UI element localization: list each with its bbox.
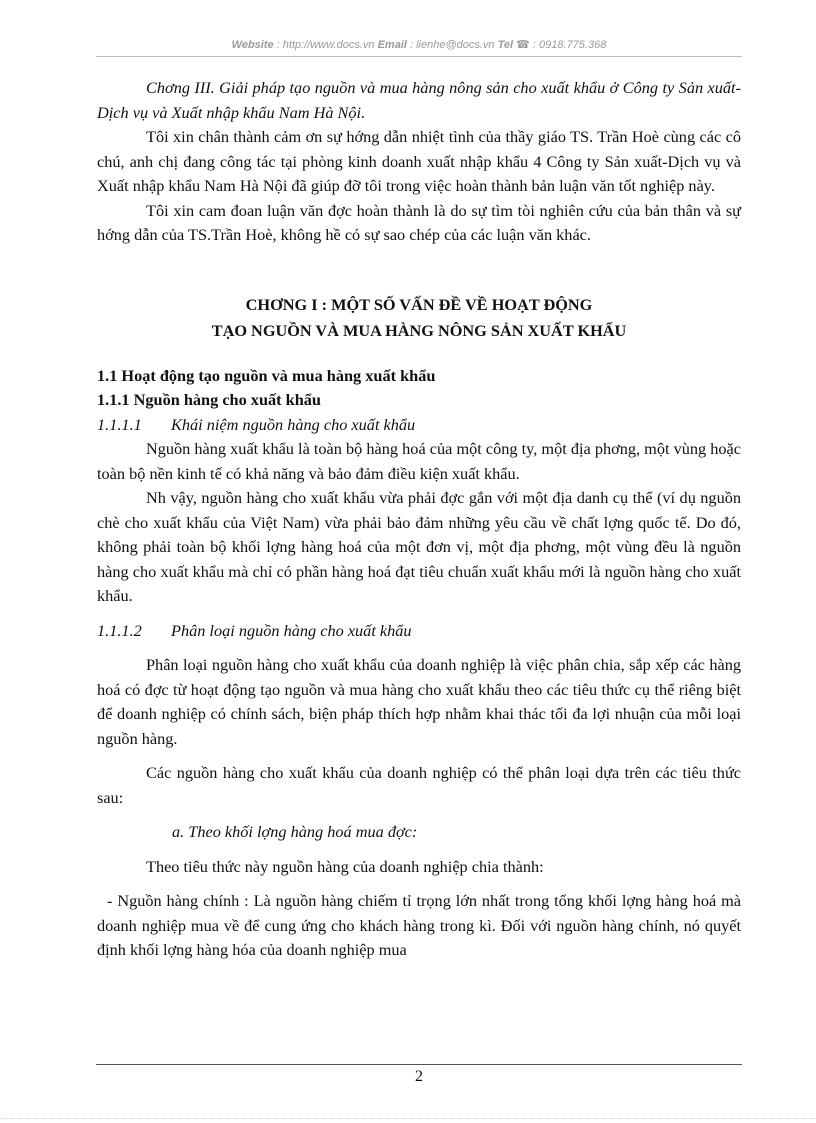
page-bottom-border bbox=[0, 1118, 816, 1119]
spacer bbox=[97, 751, 741, 761]
page-content bbox=[97, 76, 741, 963]
chapter-heading bbox=[97, 292, 741, 344]
footer-divider bbox=[96, 1064, 742, 1065]
tel-label: Tel bbox=[497, 39, 514, 51]
subsection-number: 1.1.1.1 bbox=[97, 414, 142, 434]
website-label: Website bbox=[231, 39, 274, 51]
main-source-paragraph: - Nguồn hàng chính : Là nguồn hàng chiếm tỉ trọng lớn nhất trong tổng khối lợng hàng hoá mà doanh nghiệp mua về để cung ứng cho khách hàng trong kì. Đối với nguồn hàng chính, nó quyết định khối lợng hàng hóa của doanh nghiệp mua bbox=[97, 891, 741, 959]
section-heading-1-1-1: 1.1.1 Nguồn hàng cho xuất khẩu bbox=[97, 390, 321, 409]
website-value: : http://www.docs.vn bbox=[276, 39, 375, 51]
spacer bbox=[97, 609, 741, 619]
spacer bbox=[97, 879, 741, 889]
subsection-heading-1-1-1-2 bbox=[97, 619, 741, 644]
classify-paragraph: Phân loại nguồn hàng cho xuất khẩu của doanh nghiệp là việc phân chia, sắp xếp các hàng hoá có đợc từ hoạt động tạo nguồn và mua hàng cho xuất khẩu theo các tiêu thức cụ thể riêng biệt để doanh nghiệp có chính sách, biện pháp thích hợp nhằm khai thác tối đa lợi nhuận của mỗi loại nguồn hàng. bbox=[97, 655, 741, 748]
chapter-heading-line1: CHƠNG I : MỘT SỐ VẤN ĐỀ VỀ HOẠT ĐỘNG bbox=[245, 294, 593, 314]
subsection-heading-1-1-1-1 bbox=[97, 413, 741, 438]
email-value: : lienhe@docs.vn bbox=[410, 39, 495, 51]
tel-value: ☎ : 0918.775.368 bbox=[516, 39, 607, 51]
pledge-paragraph: Tôi xin cam đoan luận văn đợc hoàn thành là do sự tìm tòi nghiên cứu của bản thân và sự hớng dẫn của TS.Trần Hoè, không hề có sự sao chép của các luận văn khác. bbox=[97, 200, 741, 244]
chapter-heading-line2: TẠO NGUỒN VÀ MUA HÀNG NÔNG SẢN XUẤT KHẨU bbox=[211, 320, 627, 340]
thanks-paragraph: Tôi xin chân thành cảm ơn sự hớng dẫn nhiệt tình của thầy giáo TS. Trần Hoè cùng các cô chú, anh chị đang công tác tại phòng kinh doanh xuất nhập khẩu 4 Công ty Sản xuất-Dịch vụ và Xuất nhập khẩu Nam Hà Nội đã giúp đỡ tôi trong việc hoàn thành bản luận văn tốt nghiệp này. bbox=[97, 127, 741, 195]
chapter3-summary: Chơng III. Giải pháp tạo nguồn và mua hàng nông sản cho xuất khẩu ở Công ty Sản xuất- Dịch vụ và Xuất nhập khẩu Nam Hà Nội. bbox=[97, 78, 741, 122]
spacer bbox=[97, 845, 741, 855]
sub-a-heading: a. Theo khối lợng hàng hoá mua đợc: bbox=[172, 822, 418, 841]
spacer bbox=[97, 643, 741, 653]
subsection-number: 1.1.1.2 bbox=[97, 620, 142, 640]
section-heading-1-1: 1.1 Hoạt động tạo nguồn và mua hàng xuất khẩu bbox=[97, 365, 436, 385]
subsection-title: Khái niệm nguồn hàng cho xuất khẩu bbox=[171, 414, 416, 434]
page-number: 2 bbox=[415, 1068, 423, 1085]
criteria-paragraph: Các nguồn hàng cho xuất khẩu của doanh nghiệp có thể phân loại dựa trên các tiêu thức sau: bbox=[97, 763, 741, 807]
by-this-paragraph: Theo tiêu thức này nguồn hàng của doanh nghiệp chia thành: bbox=[146, 856, 544, 876]
page-header bbox=[96, 38, 742, 51]
email-label: Email bbox=[377, 39, 407, 51]
therefore-paragraph: Nh vậy, nguồn hàng cho xuất khẩu vừa phải đợc gắn với một địa danh cụ thể (ví dụ nguồn chè cho xuất khẩu của Việt Nam) vừa phải bảo đảm những yêu cầu về chất lợng quốc tế. Do đó, không phải toàn bộ khối lợng hàng hoá của một đơn vị, một địa phơng, một vùng đều là nguồn hàng cho xuất khẩu mà chỉ có phần hàng hoá đạt tiêu chuẩn xuất khẩu mới là nguồn hàng cho xuất khẩu. bbox=[97, 488, 741, 605]
header-divider bbox=[96, 56, 742, 57]
definition-paragraph: Nguồn hàng xuất khẩu là toàn bộ hàng hoá của một công ty, một địa phơng, một vùng hoặc toàn bộ nền kinh tế có khả năng và bảo đảm điều kiện xuất khẩu. bbox=[97, 439, 741, 483]
spacer bbox=[97, 810, 741, 820]
subsection-title: Phân loại nguồn hàng cho xuất khẩu bbox=[171, 620, 412, 640]
